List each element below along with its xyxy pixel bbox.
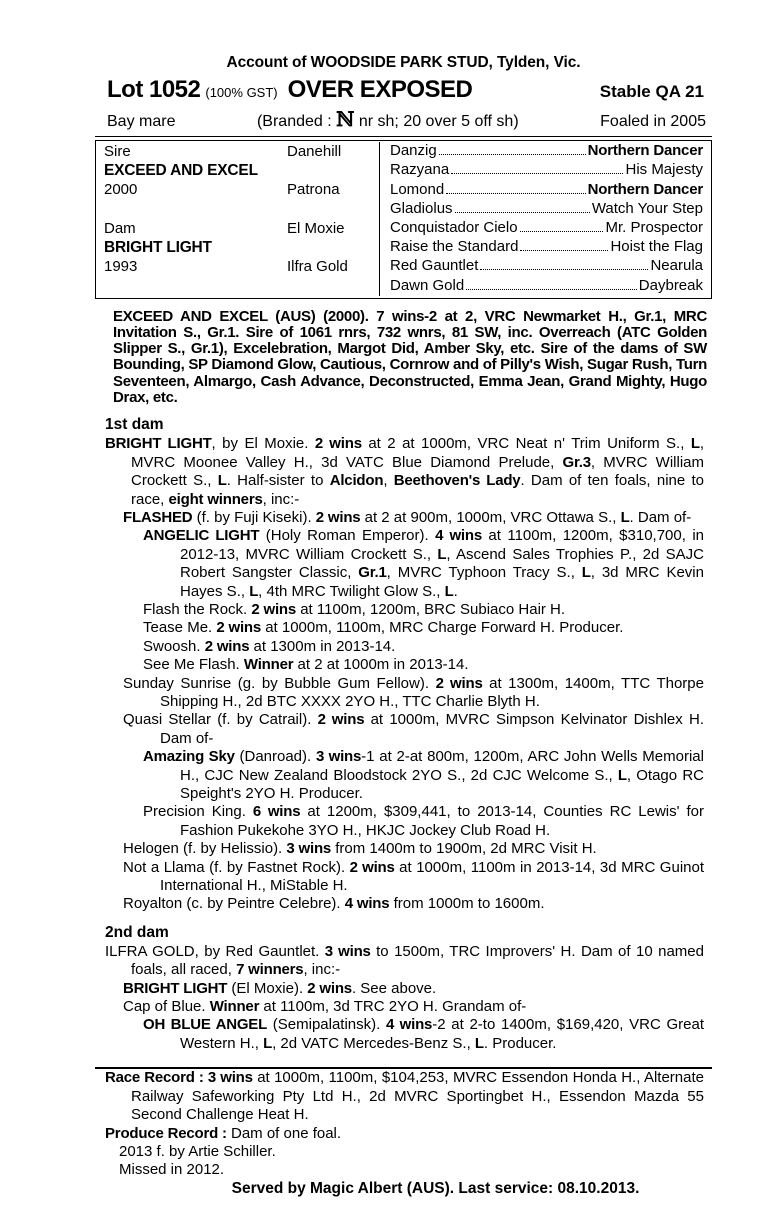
- pedigree-entry: Cap of Blue. Winner at 1100m, 3d TRC 2YO H. Grandam of-: [123, 998, 527, 1016]
- sire-label: Sire: [104, 143, 131, 160]
- stable-location: Stable QA 21: [599, 82, 704, 101]
- ancestor-row: [379, 276, 711, 295]
- ancestor-row: [379, 219, 711, 238]
- pedigree-entry: Produce Record : Dam of one foal.: [105, 1124, 342, 1142]
- pedigree-entry: Sunday Sunrise (g. by Bubble Gum Fellow). 2 wins at 1300m, 1400m, TTC Thorpe Shipping H., 2d BTC XXXX 2YO H., TTC Charlie Blyth H.: [123, 674, 704, 710]
- first-dam-entries: [95, 435, 712, 914]
- sire-year: 2000: [104, 181, 138, 199]
- pedigree-entry: ANGELIC LIGHT (Holy Roman Emperor). 4 wins at 1100m, 1200m, $310,700, in 2012-13, MVRC William Crockett S., L, Ascend Sales Trophies P., 2d SAJC Robert Sangster Classic, Gr.1, MVRC Typhoon Tracy S., L, 3d MRC Kevin Hayes S., L, 4th MRC Twilight Glow S., L.: [143, 527, 705, 600]
- section-heading-second-dam: 2nd dam: [105, 923, 169, 941]
- pedigree-table: [95, 140, 712, 299]
- ancestor-name: Raise the Standard: [390, 238, 519, 256]
- ancestor-row: [379, 257, 711, 276]
- service-note: Served by Magic Albert (AUS). Last service: 08.10.2013.: [231, 1179, 640, 1197]
- pedigree-entry: Quasi Stellar (f. by Catrail). 2 wins at 1000m, MVRC Simpson Kelvinator Dishlex H. Dam of-: [123, 711, 705, 747]
- dam-dam: Ilfra Gold: [287, 258, 348, 276]
- account-line: Account of WOODSIDE PARK STUD, Tylden, Vic.: [226, 54, 581, 71]
- ancestor-name: Daybreak: [638, 276, 703, 294]
- ancestor-row: [379, 180, 711, 199]
- pedigree-entry: ILFRA GOLD, by Red Gauntlet. 3 wins to 1500m, TRC Improvers' H. Dam of 10 named foals, all raced, 7 winners, inc:-: [105, 942, 704, 979]
- pedigree-entry: 2013 f. by Artie Schiller.: [119, 1142, 276, 1160]
- ancestor-name: Dawn Gold: [390, 276, 465, 294]
- dotted-leader: [466, 289, 637, 290]
- section-heading-first-dam: 1st dam: [105, 416, 164, 434]
- pedigree-entry: BRIGHT LIGHT, by El Moxie. 2 wins at 2 at 1000m, VRC Neat n' Trim Uniform S., L, MVRC Moonee Valley H., 3d VATC Blue Diamond Prelude, Gr.3, MVRC William Crockett S., L. Half-sister to Alcidon, Beethoven's Lady. Dam of ten foals, nine to race, eight winners, inc:-: [105, 435, 704, 508]
- branded-prefix: (Branded :: [256, 113, 337, 130]
- pedigree-entry: Tease Me. 2 wins at 1000m, 1100m, MRC Charge Forward H. Producer.: [143, 619, 624, 637]
- ancestor-row: [379, 238, 711, 257]
- ancestor-name: Northern Dancer: [587, 180, 703, 198]
- pedigree-entry: Missed in 2012.: [119, 1161, 225, 1179]
- brand-description: [257, 109, 519, 131]
- sire-sire: Danehill: [287, 143, 342, 160]
- record-entries: [95, 1069, 712, 1179]
- sire-summary: EXCEED AND EXCEL (AUS) (2000). 7 wins-2 at 2, VRC Newmarket H., Gr.1, MRC Invitation S., Gr.1. Sire of 1061 rnrs, 732 wnrs, 81 SW, inc. Overreach (ATC Golden Slipper S., Gr.1), Excelebration, Margot Did, Amber Sky, etc. Sire of the dams of SW Bounding, SP Diamond Glow, Cautious, Cornrow and of Pilly's Wish, Sugar Rush, Turn Seventeen, Almargo, Cash Advance, Deconstructed, Emma Jean, Grand Mighty, Hugo Drax, etc.: [113, 307, 707, 406]
- pedigree-entry: BRIGHT LIGHT (El Moxie). 2 wins. See above.: [123, 979, 437, 997]
- ancestor-name: Northern Dancer: [587, 142, 703, 160]
- pedigree-entry: Flash the Rock. 2 wins at 1100m, 1200m, BRC Subiaco Hair H.: [143, 600, 566, 618]
- ancestor-name: Nearula: [650, 257, 703, 275]
- horse-description: Bay mare: [107, 113, 176, 130]
- ancestor-name: Watch Your Step: [591, 199, 703, 217]
- pedigree-entry: OH BLUE ANGEL (Semipalatinsk). 4 wins-2 at 2-to 1400m, $169,420, VRC Great Western H., L, 2d VATC Mercedes-Benz S., L. Producer.: [143, 1016, 705, 1052]
- dotted-leader: [520, 231, 604, 232]
- dotted-leader: [439, 154, 586, 155]
- pedigree-entry: Race Record : 3 wins at 1000m, 1100m, $104,253, MVRC Essendon Honda H., Alternate Railway Safeworking Pty Ltd H., 2d MVRC Sportingbet H., Essendon Mazda 55 Second Challenge Heat H.: [105, 1069, 704, 1124]
- ancestor-row: [379, 161, 711, 180]
- ancestor-name: Conquistador Cielo: [390, 218, 518, 236]
- dotted-leader: [455, 212, 590, 213]
- pedigree-entry: Helogen (f. by Helissio). 3 wins from 1400m to 1900m, 2d MRC Visit H.: [123, 840, 597, 858]
- pedigree-entry: Royalton (c. by Peintre Celebre). 4 wins from 1000m to 1600m.: [123, 895, 545, 913]
- dam-year: 1993: [104, 258, 138, 276]
- header-divider: [95, 136, 712, 137]
- page-content: [95, 0, 712, 1198]
- pedigree-entry: Precision King. 6 wins at 1200m, $309,441, to 2013-14, Counties RC Lewis' for Fashion Pukekohe 3YO H., HKJC Jockey Club Road H.: [143, 803, 705, 839]
- dotted-leader: [480, 269, 648, 270]
- ancestor-name: Razyana: [390, 161, 450, 179]
- ancestor-row: [379, 142, 711, 161]
- pedigree-entry: FLASHED (f. by Fuji Kiseki). 2 wins at 2 at 900m, 1000m, VRC Ottawa S., L. Dam of-: [123, 508, 692, 526]
- ancestor-name: Gladiolus: [390, 199, 453, 217]
- pedigree-entry: Swoosh. 2 wins at 1300m in 2013-14.: [143, 637, 396, 655]
- ancestor-name: Danzig: [390, 142, 437, 160]
- second-dam-entries: [95, 943, 712, 1053]
- dotted-leader: [446, 193, 585, 194]
- dam-name: BRIGHT LIGHT: [104, 238, 212, 256]
- ancestor-name: Red Gauntlet: [390, 257, 479, 275]
- title-row: [95, 76, 712, 104]
- dam-sire: El Moxie: [287, 219, 345, 237]
- ancestor-name: His Majesty: [625, 161, 703, 179]
- dam-label: Dam: [104, 219, 136, 237]
- dotted-leader: [451, 173, 623, 174]
- pedigree-entry: Not a Llama (f. by Fastnet Rock). 2 wins at 1000m, 1100m in 2013-14, 3d MRC Guinot International H., MiStable H.: [123, 858, 704, 895]
- ancestor-row: [379, 200, 711, 219]
- pedigree-entry: See Me Flash. Winner at 2 at 1000m in 2013-14.: [143, 656, 469, 674]
- lot-number: Lot 1052: [107, 76, 201, 103]
- sire-name: EXCEED AND EXCEL: [104, 162, 258, 180]
- brand-symbol-icon: ℕ: [336, 107, 355, 131]
- pedigree-entry: Amazing Sky (Danroad). 3 wins-1 at 2-at 800m, 1200m, ARC John Wells Memorial H., CJC New Zealand Bloodstock 2YO S., 2d CJC Welcome S., L, Otago RC Speight's 2YO H. Producer.: [143, 748, 704, 802]
- ancestor-name: Lomond: [390, 180, 445, 198]
- foaled-year: Foaled in 2005: [600, 113, 706, 130]
- dotted-leader: [520, 250, 608, 251]
- ancestor-name: Mr. Prospector: [605, 218, 703, 236]
- sire-dam: Patrona: [287, 181, 340, 199]
- description-row: [95, 109, 712, 131]
- gst-note: (100% GST): [205, 85, 278, 100]
- branded-suffix: nr sh; 20 over 5 off sh): [354, 113, 519, 130]
- horse-name: OVER EXPOSED: [287, 76, 473, 103]
- ancestor-name: Hoist the Flag: [610, 238, 703, 256]
